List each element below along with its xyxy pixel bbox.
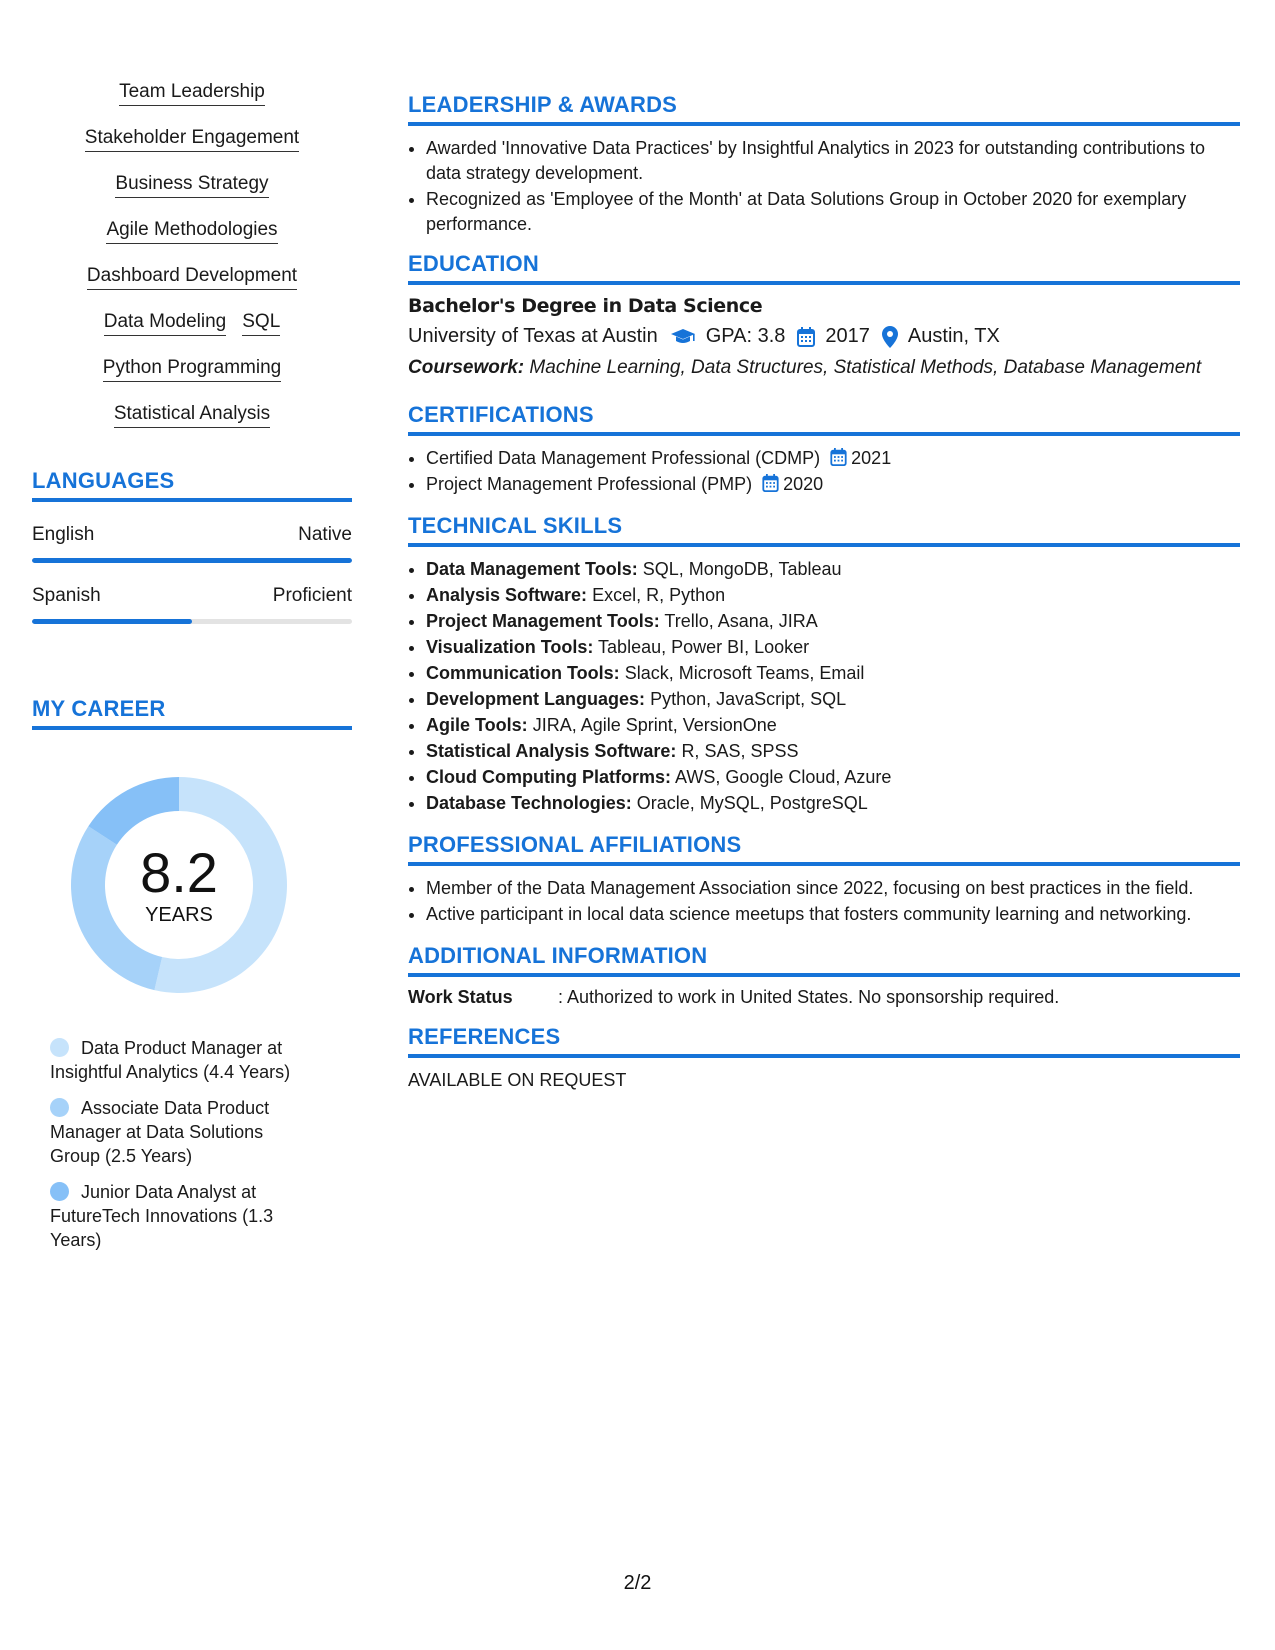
- technical-skill-value: Tableau, Power BI, Looker: [598, 637, 810, 657]
- technical-skill-item: [426, 713, 1240, 738]
- leadership-item: • Recognized as 'Employee of the Month' at Data Solutions Group in October 2020 for exemplary performance.: [426, 187, 1240, 237]
- left-column: [32, 80, 352, 1264]
- additional-title: ADDITIONAL INFORMATION: [408, 943, 1240, 977]
- technical-skill-item: [426, 661, 1240, 686]
- skill-tag: Dashboard Development: [87, 264, 297, 290]
- affiliations-title: PROFESSIONAL AFFILIATIONS: [408, 832, 1240, 866]
- skill-tag: Python Programming: [103, 356, 281, 382]
- affiliations-section: [408, 832, 1240, 927]
- technical-skill-item: [426, 635, 1240, 660]
- skills-list: [32, 80, 352, 428]
- career-total: 8.2: [140, 840, 218, 904]
- calendar-icon: [797, 327, 815, 347]
- technical-skill-label: Database Technologies:: [426, 793, 632, 813]
- education-coursework: [408, 356, 1240, 380]
- certification-name: Project Management Professional (PMP): [426, 474, 753, 494]
- technical-skill-item: [426, 739, 1240, 764]
- career-legend-item: [50, 1036, 310, 1084]
- technical-skill-item: [426, 687, 1240, 712]
- certification-item: [426, 446, 1240, 471]
- references-title: REFERENCES: [408, 1024, 1240, 1058]
- technical-skill-label: Data Management Tools:: [426, 559, 638, 579]
- additional-section: [408, 943, 1240, 1008]
- certification-item: [426, 472, 1240, 497]
- language-level-fill: [32, 619, 192, 624]
- education-school: University of Texas at Austin: [408, 325, 658, 347]
- education-degree: Bachelor's Degree in Data Science: [408, 295, 763, 317]
- career-legend: [50, 1036, 310, 1252]
- skill-tag: SQL: [242, 310, 280, 336]
- skill-row: [32, 356, 352, 382]
- career-unit: YEARS: [145, 903, 213, 926]
- technical-skill-label: Communication Tools:: [426, 663, 620, 683]
- skill-row: [32, 264, 352, 290]
- technical-skill-label: Agile Tools:: [426, 715, 528, 735]
- language-level: Proficient: [272, 585, 352, 606]
- education-title: EDUCATION: [408, 251, 1240, 285]
- language-level-bar: [32, 619, 352, 624]
- coursework-text: Machine Learning, Data Structures, Statistical Methods, Database Management: [529, 357, 1202, 378]
- skill-tag: Team Leadership: [119, 80, 265, 106]
- languages-list: [32, 524, 352, 624]
- legend-label: Data Product Manager at Insightful Analytics (4.4 Years): [50, 1038, 291, 1082]
- technical-skill-item: [426, 609, 1240, 634]
- education-details: [408, 325, 1240, 348]
- graduation-cap-icon: [670, 328, 696, 346]
- certifications-title: CERTIFICATIONS: [408, 402, 1240, 436]
- career-title: MY CAREER: [32, 696, 352, 730]
- legend-label: Junior Data Analyst at FutureTech Innovations (1.3 Years): [50, 1182, 274, 1250]
- technical-skill-value: Slack, Microsoft Teams, Email: [624, 663, 865, 683]
- language-item: [32, 524, 352, 563]
- technical-skill-label: Analysis Software:: [426, 585, 588, 605]
- certification-year: 2020: [783, 474, 824, 494]
- calendar-icon: [762, 474, 779, 492]
- education-section: [408, 251, 1240, 380]
- references-text: AVAILABLE ON REQUEST: [408, 1070, 627, 1090]
- technical-skill-value: AWS, Google Cloud, Azure: [675, 767, 892, 787]
- language-item: [32, 585, 352, 624]
- location-pin-icon: [882, 326, 898, 348]
- leadership-list: [408, 136, 1240, 237]
- technical-skill-value: JIRA, Agile Sprint, VersionOne: [532, 715, 777, 735]
- education-gpa: GPA: 3.8: [705, 325, 786, 347]
- language-level-bar: [32, 558, 352, 563]
- technical-skill-value: Trello, Asana, JIRA: [664, 611, 818, 631]
- legend-dot: [50, 1182, 69, 1201]
- skill-row: [32, 310, 352, 336]
- skill-tag: Stakeholder Engagement: [85, 126, 299, 152]
- skill-tag: Data Modeling: [104, 310, 227, 336]
- calendar-icon: [830, 448, 847, 466]
- technical-skill-label: Development Languages:: [426, 689, 646, 709]
- career-legend-item: [50, 1180, 310, 1252]
- skill-row: [32, 126, 352, 152]
- technical-skill-value: Oracle, MySQL, PostgreSQL: [636, 793, 868, 813]
- technical-list: [408, 557, 1240, 816]
- right-column: [408, 92, 1240, 1103]
- technical-skill-label: Visualization Tools:: [426, 637, 594, 657]
- technical-skill-label: Cloud Computing Platforms:: [426, 767, 671, 787]
- technical-skill-label: Statistical Analysis Software:: [426, 741, 677, 761]
- technical-skill-value: Python, JavaScript, SQL: [650, 689, 847, 709]
- certification-year: 2021: [851, 448, 892, 468]
- technical-skill-item: [426, 765, 1240, 790]
- language-level-fill: [32, 558, 352, 563]
- education-location: Austin, TX: [907, 325, 1000, 347]
- skill-row: [32, 80, 352, 106]
- references-section: [408, 1024, 1240, 1091]
- languages-section: [32, 468, 352, 624]
- work-status-label: Work Status: [408, 987, 513, 1007]
- technical-skill-item: [426, 557, 1240, 582]
- legend-label: Associate Data Product Manager at Data Solutions Group (2.5 Years): [50, 1098, 270, 1166]
- skill-tag: Statistical Analysis: [114, 402, 270, 428]
- legend-dot: [50, 1098, 69, 1117]
- career-section: [32, 696, 352, 1252]
- education-year: 2017: [825, 325, 870, 347]
- affiliation-item: • Active participant in local data science meetups that fosters community learning and networking.: [426, 902, 1240, 927]
- certifications-list: [408, 446, 1240, 497]
- work-status-value: : Authorized to work in United States. No sponsorship required.: [558, 987, 1060, 1007]
- affiliation-item: • Member of the Data Management Association since 2022, focusing on best practices in the field.: [426, 876, 1240, 901]
- technical-skill-label: Project Management Tools:: [426, 611, 660, 631]
- skill-row: [32, 218, 352, 244]
- leadership-title: LEADERSHIP & AWARDS: [408, 92, 1240, 126]
- leadership-item: • Awarded 'Innovative Data Practices' by Insightful Analytics in 2023 for outstanding contributions to data strategy development.: [426, 136, 1240, 186]
- technical-skill-item: [426, 583, 1240, 608]
- career-donut-chart: [64, 770, 294, 1000]
- leadership-section: [408, 92, 1240, 237]
- technical-skill-item: [426, 791, 1240, 816]
- legend-dot: [50, 1038, 69, 1057]
- language-name: Spanish: [32, 585, 101, 606]
- technical-skill-value: SQL, MongoDB, Tableau: [642, 559, 842, 579]
- page-number: 2/2: [623, 1572, 652, 1594]
- technical-skill-value: R, SAS, SPSS: [681, 741, 799, 761]
- skill-row: [32, 402, 352, 428]
- skill-tag: Business Strategy: [115, 172, 268, 198]
- languages-title: LANGUAGES: [32, 468, 352, 502]
- technical-skill-value: Excel, R, Python: [592, 585, 726, 605]
- certifications-section: [408, 402, 1240, 497]
- language-level: Native: [298, 524, 352, 545]
- language-name: English: [32, 524, 95, 545]
- technical-section: [408, 513, 1240, 816]
- technical-title: TECHNICAL SKILLS: [408, 513, 1240, 547]
- skill-row: [32, 172, 352, 198]
- affiliations-list: [408, 876, 1240, 927]
- coursework-label: Coursework:: [408, 357, 525, 378]
- certification-name: Certified Data Management Professional (CDMP): [426, 448, 821, 468]
- skill-tag: Agile Methodologies: [106, 218, 277, 244]
- career-legend-item: [50, 1096, 310, 1168]
